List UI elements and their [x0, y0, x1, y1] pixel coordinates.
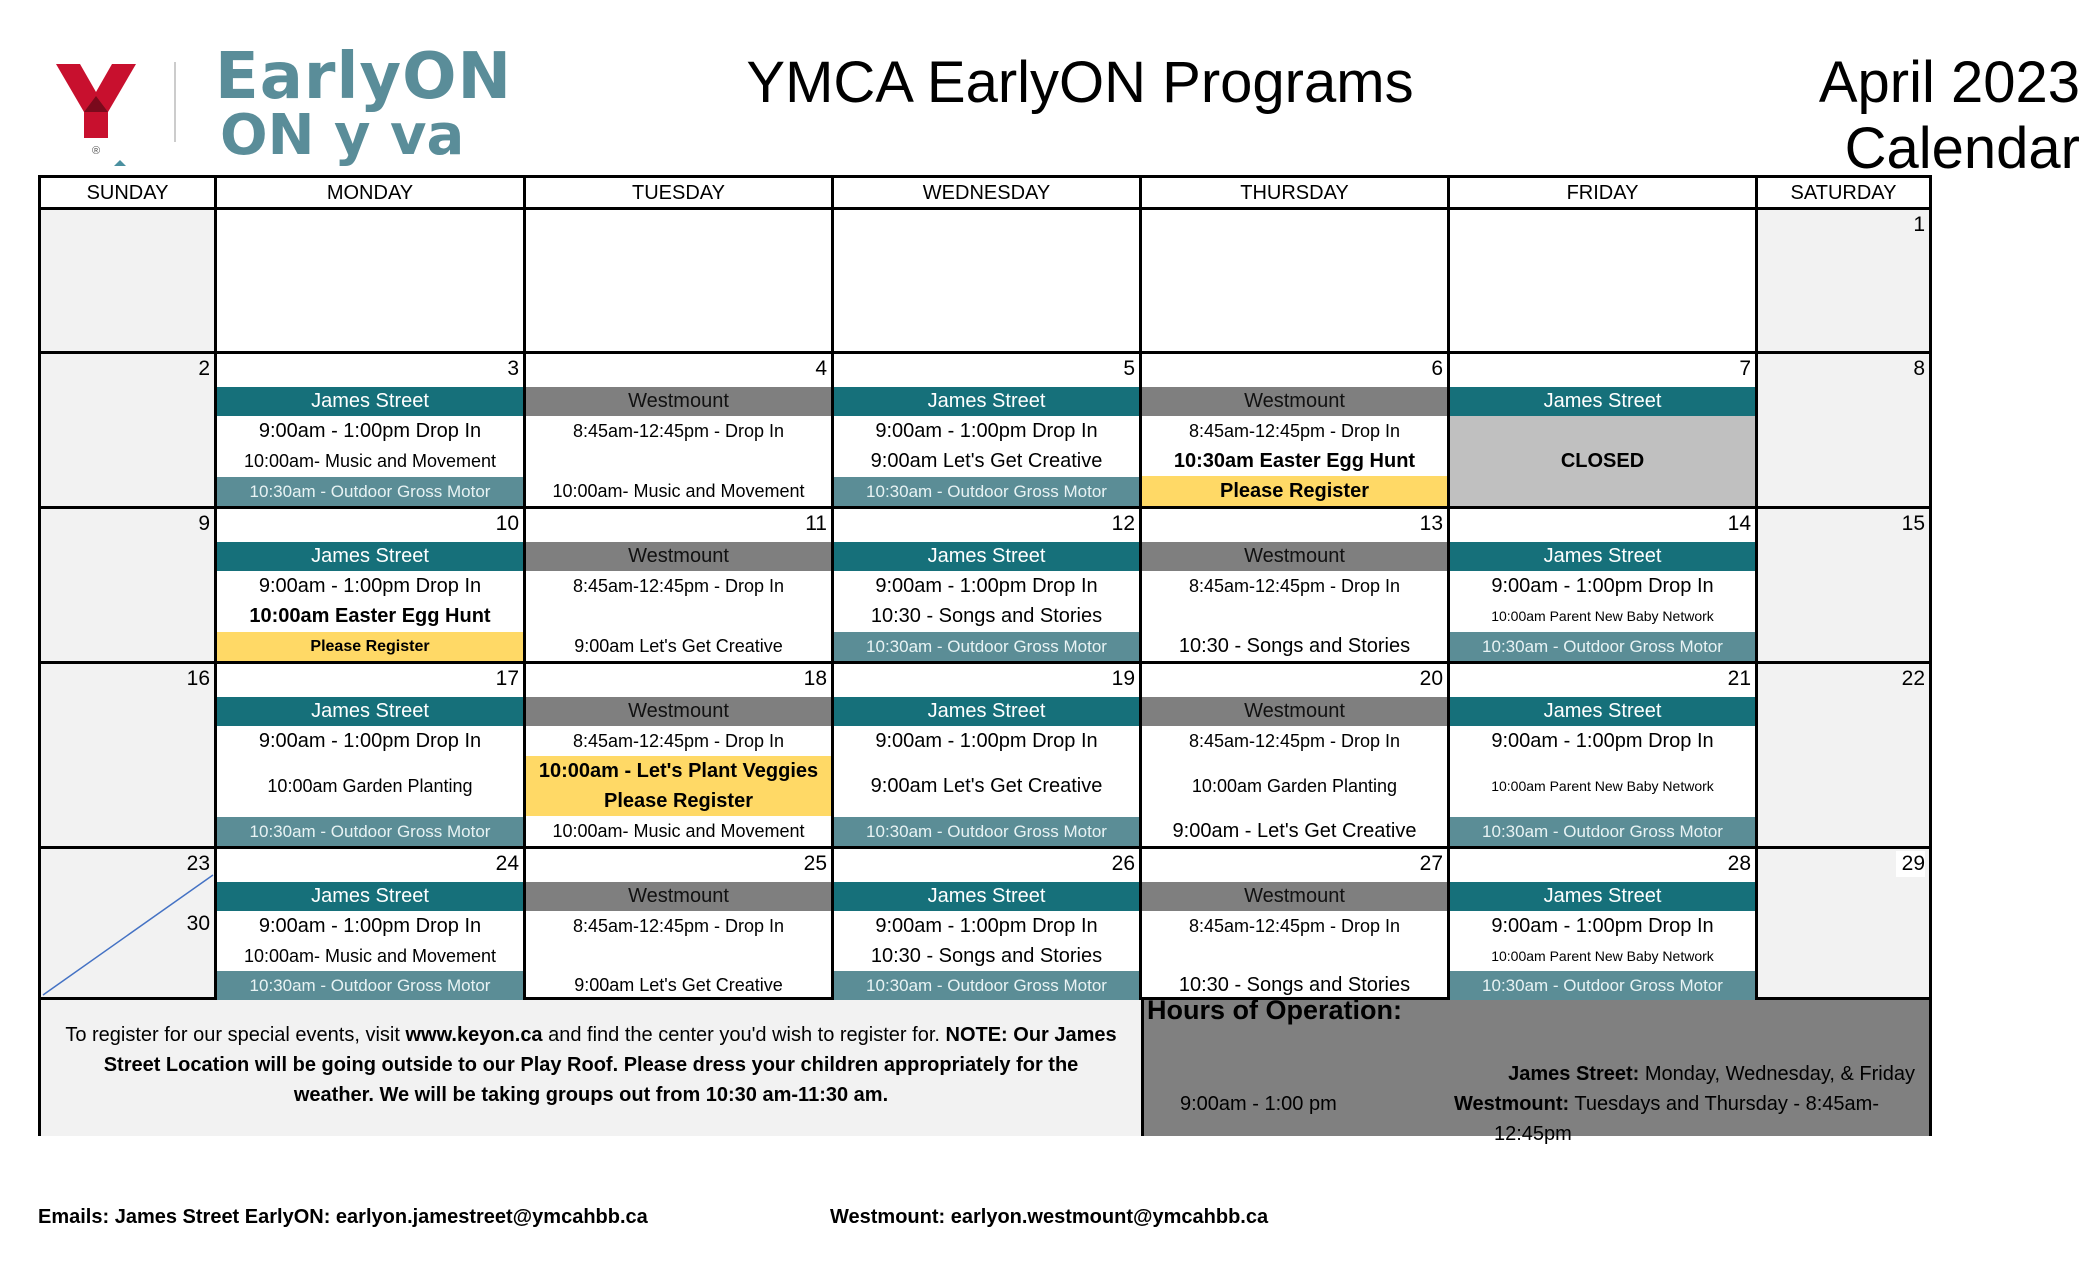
program-item-outdoor: 10:30am - Outdoor Gross Motor	[1450, 817, 1755, 846]
location-westmount: Westmount	[526, 387, 831, 416]
day-cell-25	[526, 849, 834, 1000]
program-item: 9:00am Let's Get Creative	[870, 775, 1103, 797]
program-item: 9:00am - 1:00pm Drop In	[875, 915, 1098, 937]
program-item: 10:00am Parent New Baby Network	[1491, 948, 1714, 964]
keyon-link[interactable]: www.keyon.ca	[405, 1024, 543, 1046]
location-james-street: James Street	[1450, 387, 1755, 416]
program-item: 8:45am-12:45pm - Drop In	[572, 421, 785, 441]
day-number: 27	[1419, 852, 1443, 875]
day-cell-empty	[1450, 210, 1758, 354]
program-item: 9:00am Let's Get Creative	[574, 975, 783, 995]
notice-bold-text: NOTE: Our James Street Location will be going outside to our Play Roof. Please dress your children appropriately for the weather. We will be taking groups out from 10:30 am-11:30 am.	[103, 1024, 1117, 1106]
location-james-street: James Street	[217, 542, 523, 571]
location-james-street: James Street	[1450, 882, 1755, 911]
day-number: 12	[1111, 512, 1135, 535]
program-item: 8:45am-12:45pm - Drop In	[572, 576, 785, 596]
day-cell-21	[1450, 664, 1758, 849]
program-item: 10:00am- Music and Movement	[552, 481, 805, 501]
day-cell-20	[1142, 664, 1450, 849]
james-street-hours	[1508, 1059, 1915, 1089]
location-westmount: Westmount	[1142, 387, 1447, 416]
register-notice: Please Register	[604, 790, 753, 812]
day-cell-15	[1758, 509, 1929, 664]
program-item-outdoor: 10:30am - Outdoor Gross Motor	[834, 632, 1139, 661]
day-number: 10	[495, 512, 519, 535]
day-number: 18	[803, 667, 827, 690]
program-item: 8:45am-12:45pm - Drop In	[1188, 576, 1401, 596]
location-westmount: Westmount	[1142, 697, 1447, 726]
day-cell-13	[1142, 509, 1450, 664]
email-westmount: Westmount: earlyon.westmount@ymcahbb.ca	[830, 1206, 1269, 1228]
calendar-month-title: April 2023 Calendar	[1818, 50, 2080, 181]
james-street-time: 9:00am - 1:00 pm	[1180, 1093, 1337, 1115]
day-number: 6	[1431, 357, 1443, 380]
program-item-outdoor: 10:30am - Outdoor Gross Motor	[1450, 971, 1755, 1000]
program-item: 9:00am - 1:00pm Drop In	[875, 420, 1098, 442]
day-cell-4	[526, 354, 834, 509]
program-item-outdoor: 10:30am - Outdoor Gross Motor	[217, 477, 523, 506]
program-item-outdoor: 10:30am - Outdoor Gross Motor	[217, 971, 523, 1000]
day-cell-empty	[526, 210, 834, 354]
day-number: 23	[186, 852, 210, 875]
day-number: 7	[1739, 357, 1751, 380]
day-cell-8	[1758, 354, 1929, 509]
program-item: 9:00am - 1:00pm Drop In	[258, 730, 482, 752]
location-james-street: James Street	[217, 882, 523, 911]
day-number: 8	[1913, 357, 1925, 380]
program-item: 9:00am - 1:00pm Drop In	[875, 730, 1098, 752]
program-item: 10:00am- Music and Movement	[243, 946, 497, 966]
day-header-friday: FRIDAY	[1450, 178, 1758, 210]
closed-notice: CLOSED	[1450, 416, 1755, 506]
day-number: 30	[186, 912, 210, 935]
location-westmount: Westmount	[526, 542, 831, 571]
program-item: 9:00am - 1:00pm Drop In	[258, 575, 482, 597]
westmount-days: Tuesdays and Thursday - 8:45am-	[1569, 1093, 1879, 1115]
day-number: 13	[1419, 512, 1443, 535]
day-cell-24	[217, 849, 526, 1000]
program-item: 10:30 - Songs and Stories	[870, 945, 1103, 967]
day-cell-10	[217, 509, 526, 664]
program-item: 10:00am- Music and Movement	[552, 821, 805, 841]
day-cell-empty	[41, 210, 217, 354]
day-cell-empty	[1142, 210, 1450, 354]
day-cell-9	[41, 509, 217, 664]
day-cell-5	[834, 354, 1142, 509]
location-james-street: James Street	[834, 387, 1139, 416]
day-cell-11	[526, 509, 834, 664]
program-item: 9:00am - Let's Get Creative	[1172, 820, 1417, 842]
program-item: 9:00am - 1:00pm Drop In	[1491, 730, 1714, 752]
location-james-street: James Street	[834, 882, 1139, 911]
program-item: 9:00am - 1:00pm Drop In	[1491, 915, 1714, 937]
westmount-hours-overflow: 12:45pm	[1494, 1123, 1572, 1145]
day-number: 11	[805, 512, 827, 535]
day-number: 19	[1111, 667, 1135, 690]
earlyon-logo-line2: ON y va	[220, 103, 465, 168]
program-item: 10:00am Parent New Baby Network	[1491, 608, 1714, 624]
program-item: 8:45am-12:45pm - Drop In	[572, 916, 785, 936]
day-number: 28	[1727, 852, 1751, 875]
program-item: 10:30 - Songs and Stories	[1178, 974, 1411, 996]
day-number: 3	[507, 357, 519, 380]
day-cell-28	[1450, 849, 1758, 1000]
program-item-outdoor: 10:30am - Outdoor Gross Motor	[217, 817, 523, 846]
day-number: 16	[186, 667, 210, 690]
ymca-logo-icon	[50, 40, 150, 170]
day-cell-empty	[217, 210, 526, 354]
location-westmount: Westmount	[526, 697, 831, 726]
location-james-street: James Street	[217, 697, 523, 726]
program-item: 10:30 - Songs and Stories	[1178, 635, 1411, 657]
location-westmount: Westmount	[1142, 882, 1447, 911]
program-item-outdoor: 10:30am - Outdoor Gross Motor	[834, 817, 1139, 846]
day-cell-3	[217, 354, 526, 509]
location-westmount: Westmount	[526, 882, 831, 911]
day-cell-23-30	[41, 849, 217, 1000]
day-header-sunday: SUNDAY	[41, 178, 217, 210]
hours-title: Hours of Operation:	[1147, 995, 1402, 1025]
day-cell-7	[1450, 354, 1758, 509]
day-cell-1	[1758, 210, 1929, 354]
special-event-box	[526, 756, 831, 816]
day-header-saturday: SATURDAY	[1758, 178, 1929, 210]
notice-text: and find the center you'd wish to register for.	[542, 1024, 946, 1046]
day-cell-empty	[834, 210, 1142, 354]
james-street-label: James Street:	[1508, 1063, 1640, 1085]
program-item: 9:00am - 1:00pm Drop In	[875, 575, 1098, 597]
day-cell-19	[834, 664, 1142, 849]
special-event: 10:00am - Let's Plant Veggies	[538, 760, 819, 782]
registration-notice	[41, 1000, 1144, 1136]
day-number: 22	[1901, 667, 1925, 690]
day-number: 2	[198, 357, 210, 380]
program-item: 10:00am Parent New Baby Network	[1491, 778, 1714, 794]
day-cell-12	[834, 509, 1142, 664]
day-number: 21	[1727, 667, 1751, 690]
register-notice: Please Register	[1142, 476, 1447, 506]
special-event: 10:30am Easter Egg Hunt	[1173, 450, 1416, 472]
register-notice: Please Register	[217, 632, 523, 661]
day-number: 14	[1727, 512, 1751, 535]
program-item-outdoor: 10:30am - Outdoor Gross Motor	[834, 477, 1139, 506]
day-cell-29	[1758, 849, 1929, 1000]
day-header-wednesday: WEDNESDAY	[834, 178, 1142, 210]
westmount-hours	[1454, 1089, 1879, 1145]
program-item: 8:45am-12:45pm - Drop In	[1188, 731, 1401, 751]
program-item: 8:45am-12:45pm - Drop In	[1188, 421, 1401, 441]
day-cell-17	[217, 664, 526, 849]
hours-of-operation	[1144, 995, 1929, 1145]
day-header-thursday: THURSDAY	[1142, 178, 1450, 210]
program-item: 10:00am Garden Planting	[1191, 776, 1398, 796]
day-cell-18	[526, 664, 834, 849]
program-item: 9:00am - 1:00pm Drop In	[1491, 575, 1714, 597]
program-item: 9:00am Let's Get Creative	[574, 636, 783, 656]
westmount-label: Westmount:	[1454, 1093, 1570, 1115]
earlyon-logo-line1: EarlyON	[215, 40, 513, 114]
program-item-outdoor: 10:30am - Outdoor Gross Motor	[1450, 632, 1755, 661]
program-item: 9:00am - 1:00pm Drop In	[258, 420, 482, 442]
page-title: YMCA EarlyON Programs	[746, 50, 1414, 115]
location-james-street: James Street	[1450, 697, 1755, 726]
program-item: 10:00am- Music and Movement	[243, 451, 497, 471]
program-item: 9:00am Let's Get Creative	[870, 450, 1103, 472]
day-cell-2	[41, 354, 217, 509]
day-number: 5	[1123, 357, 1135, 380]
day-number: 4	[815, 357, 827, 380]
special-event: 10:00am Easter Egg Hunt	[249, 605, 491, 627]
program-item: 10:30 - Songs and Stories	[870, 605, 1103, 627]
location-james-street: James Street	[1450, 542, 1755, 571]
notice-text: To register for our special events, visit	[65, 1024, 406, 1046]
logo	[50, 40, 513, 175]
day-cell-16	[41, 664, 217, 849]
day-cell-14	[1450, 509, 1758, 664]
day-number: 25	[803, 852, 827, 875]
day-number: 9	[198, 512, 210, 535]
day-cell-26	[834, 849, 1142, 1000]
location-westmount: Westmount	[1142, 542, 1447, 571]
location-james-street: James Street	[834, 697, 1139, 726]
day-number: 20	[1419, 667, 1443, 690]
day-cell-27	[1142, 849, 1450, 1000]
day-number: 15	[1901, 512, 1925, 535]
email-james-street: Emails: James Street EarlyON: earlyon.jamestreet@ymcahbb.ca	[38, 1206, 648, 1228]
program-item: 8:45am-12:45pm - Drop In	[572, 731, 785, 751]
day-number: 1	[1913, 213, 1925, 236]
day-cell-22	[1758, 664, 1929, 849]
location-james-street: James Street	[834, 542, 1139, 571]
program-item: 10:00am Garden Planting	[267, 776, 473, 796]
logo-divider	[174, 62, 176, 142]
program-item-outdoor: 10:30am - Outdoor Gross Motor	[834, 971, 1139, 1000]
james-street-days: Monday, Wednesday, & Friday	[1639, 1063, 1915, 1085]
program-item: 9:00am - 1:00pm Drop In	[258, 915, 482, 937]
day-header-tuesday: TUESDAY	[526, 178, 834, 210]
day-header-monday: MONDAY	[217, 178, 526, 210]
program-item: 8:45am-12:45pm - Drop In	[1188, 916, 1401, 936]
day-number: 29	[1896, 851, 1925, 877]
day-cell-6	[1142, 354, 1450, 509]
location-james-street: James Street	[217, 387, 523, 416]
svg-text:®: ®	[91, 145, 101, 157]
day-number: 24	[495, 852, 519, 875]
calendar-grid	[38, 175, 1932, 1145]
day-number: 26	[1111, 852, 1135, 875]
day-number: 17	[495, 667, 519, 690]
